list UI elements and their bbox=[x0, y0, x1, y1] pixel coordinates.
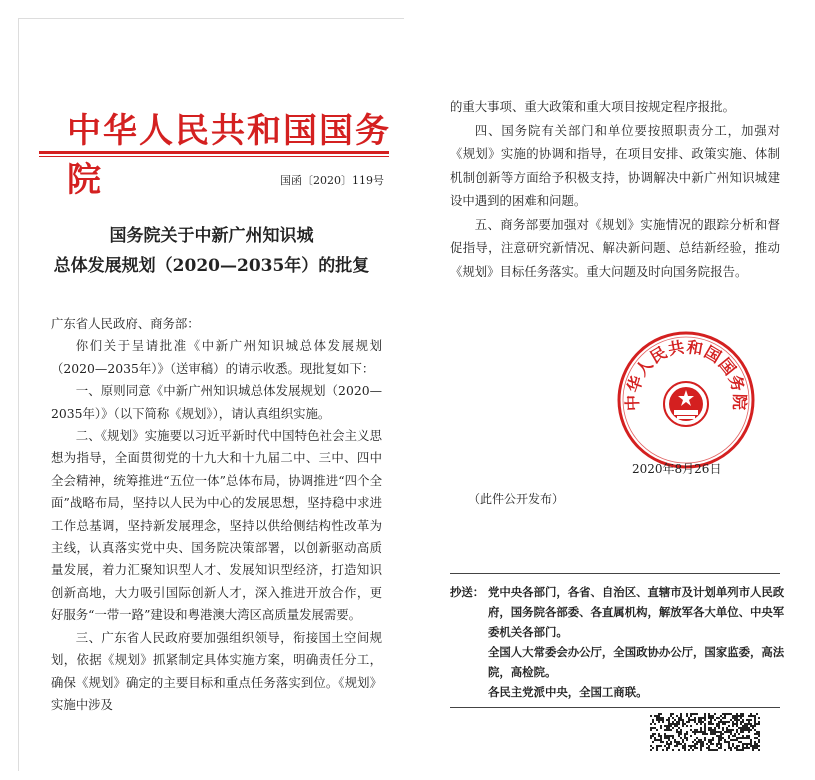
paragraph: 三、广东省人民政府要加强组织领导，衔接国土空间规划，依据《规划》抓紧制定具体实施方案，明确责任分工，确保《规划》确定的主要目标和重点任务落实到位。《规划》实施中涉及 bbox=[51, 629, 382, 712]
left-page bbox=[18, 18, 404, 771]
paragraph: 四、国务院有关部门和单位要按照职责分工，加强对《规划》实施的协调和指导，在项目安排、政策实施、体制机制创新等方面给予积极支持，协调解决中新广州知识城建设中遇到的困难和问题。 bbox=[450, 122, 780, 208]
cc-line: 党中央各部门，各省、自治区、直辖市及计划单列市人民政府，国务院各部委、各直属机构，解放军各大单位、中央军委机关各部门。 bbox=[488, 585, 785, 639]
cc-label: 抄送： bbox=[450, 585, 485, 599]
paragraph: 一、原则同意《中新广州知识城总体发展规划（2020—2035年）》（以下简称《规划》），请认真组织实施。 bbox=[51, 383, 382, 421]
issue-date: 2020年8月26日 bbox=[632, 462, 722, 476]
cc-section bbox=[450, 582, 786, 702]
cc-rule-top bbox=[450, 573, 780, 574]
right-body-text bbox=[450, 95, 780, 283]
cc-rule-bottom bbox=[450, 707, 780, 708]
paragraph: 二、《规划》实施要以习近平新时代中国特色社会主义思想为指导，全面贯彻党的十九大和十九届二中、三中、四中全会精神，统筹推进“五位一体”总体布局，协调推进“四个全面”战略布局，坚持以人民为中心的发展思想，坚持稳中求进工作总基调，坚持新发展理念，坚持以供给侧结构性改革为主线，认真落实党中央、国务院决策部署，以创新驱动高质量发展，着力汇聚知识型人才、发展知识型经济，打造知识创新高地，大力吸引国际创新人才，深入推进开放合作，更好服务“一带一路”建设和粤港澳大湾区高质量发展需要。 bbox=[51, 428, 382, 623]
cc-line: 各民主党派中央，全国工商联。 bbox=[488, 685, 648, 699]
header-rule-thin bbox=[39, 156, 389, 157]
barcode-icon bbox=[650, 713, 760, 751]
document-title-line-2: 总体发展规划（2020—2035年）的批复 bbox=[53, 256, 370, 276]
header-rule-thick bbox=[39, 151, 389, 154]
document-title-line-1: 国务院关于中新广州知识城 bbox=[109, 226, 314, 246]
national-emblem-icon bbox=[664, 382, 708, 426]
svg-text:中华人民共和国国务院: 中华人民共和国国务院 bbox=[622, 337, 750, 412]
right-page bbox=[420, 95, 810, 775]
paragraph-continuation: 的重大事项、重大政策和重大项目按规定程序报批。 bbox=[450, 99, 735, 114]
paragraph: 五、商务部要加强对《规划》实施情况的跟踪分析和督促指导，注意研究新情况、解决新问题、总结新经验，推动《规划》目标任务落实。重大问题及时向国务院报告。 bbox=[450, 216, 780, 279]
left-body-text bbox=[51, 313, 382, 716]
official-seal bbox=[616, 330, 756, 470]
issuer-header: 中华人民共和国国务院 bbox=[67, 111, 391, 200]
publish-note: （此件公开发布） bbox=[468, 492, 565, 506]
cc-line: 全国人大常委会办公厅，全国政协办公厅，国家监委，高法院，高检院。 bbox=[488, 645, 785, 679]
document-number: 国函〔2020〕119号 bbox=[280, 174, 384, 187]
addressee: 广东省人民政府、商务部： bbox=[51, 316, 200, 331]
paragraph: 你们关于呈请批准《中新广州知识城总体发展规划（2020—2035年）》（送审稿）的请示收悉。现批复如下： bbox=[51, 338, 382, 376]
